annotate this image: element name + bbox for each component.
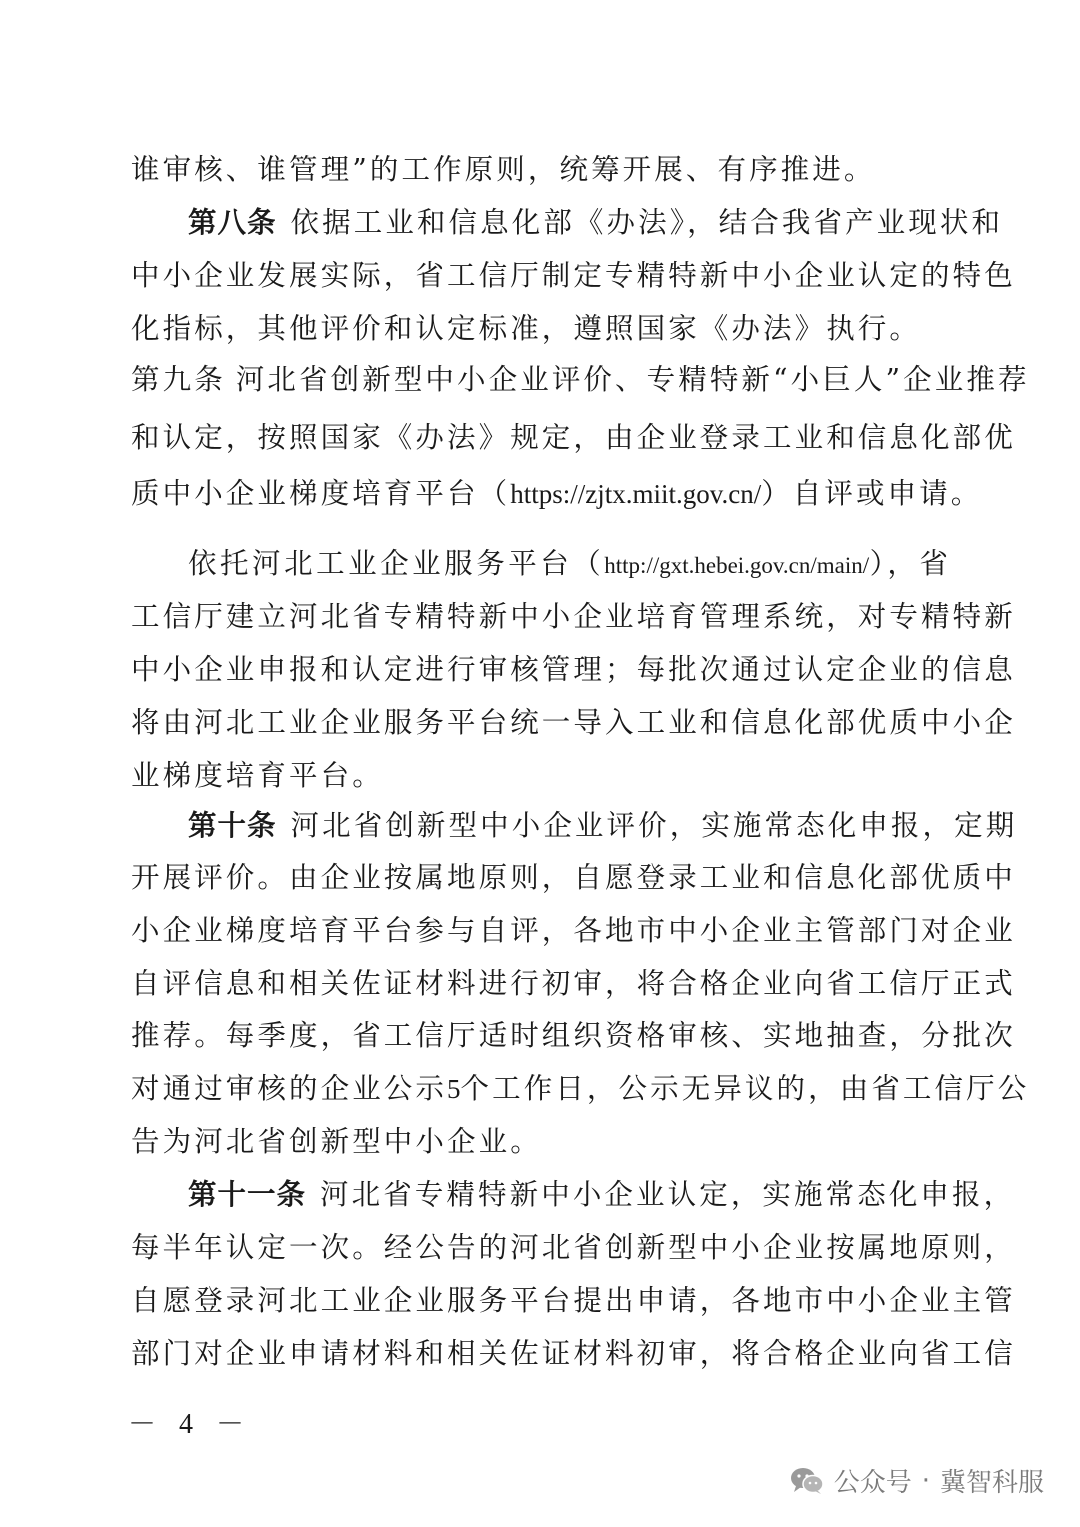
article-8-heading: 第八条 <box>188 206 277 239</box>
paragraph-line: 告为河北省创新型中小企业。 <box>131 1125 542 1158</box>
article-9-heading: 第九条 <box>131 363 226 396</box>
paragraph-line: 对通过审核的企业公示5个工作日，公示无异议的，由省工信厅公 <box>131 1072 1030 1105</box>
paragraph-line: 中小企业申报和认定进行审核管理；每批次通过认定企业的信息 <box>131 653 1016 686</box>
paragraph-line: 工信厅建立河北省专精特新中小企业培育管理系统，对专精特新 <box>131 600 1016 633</box>
paragraph-line: 小企业梯度培育平台参与自评，各地市中小企业主管部门对企业 <box>131 914 1016 947</box>
page-number: － 4 － <box>128 1409 253 1440</box>
platform-url-link[interactable]: https://zjtx.miit.gov.cn/ <box>510 479 762 509</box>
wechat-icon <box>790 1467 824 1495</box>
article-8-line: 第八条 依据工业和信息化部《办法》，结合我省产业现状和 <box>188 206 1004 239</box>
article-10-line: 第十条 河北省创新型中小企业评价，实施常态化申报，定期 <box>188 809 1018 842</box>
article-11-heading: 第十一条 <box>188 1178 307 1211</box>
watermark-separator: · <box>921 1465 930 1496</box>
paragraph-line: 自愿登录河北工业企业服务平台提出申请，各地市中小企业主管 <box>131 1284 1016 1317</box>
article-10-heading: 第十条 <box>188 809 277 842</box>
article-9-line: 第九条 河北省创新型中小企业评价、专精特新“小巨人”企业推荐 <box>131 363 1030 396</box>
paragraph-line: 质中小企业梯度培育平台（https://zjtx.miit.gov.cn/）自评或申请。 <box>131 477 983 510</box>
wechat-watermark <box>790 1462 1044 1499</box>
watermark-account: 冀智科服 <box>939 1468 1044 1498</box>
paragraph-line: 开展评价。由企业按属地原则，自愿登录工业和信息化部优质中 <box>131 861 1016 894</box>
paragraph-line: 谁审核、谁管理”的工作原则，统筹开展、有序推进。 <box>131 153 876 186</box>
paragraph-line: 依托河北工业企业服务平台（http://gxt.hebei.gov.cn/main/），省 <box>188 547 951 580</box>
paragraph-line: 推荐。每季度，省工信厅适时组织资格审核、实地抽查，分批次 <box>131 1019 1016 1052</box>
paragraph-line: 将由河北工业企业服务平台统一导入工业和信息化部优质中小企 <box>131 706 1016 739</box>
hebei-platform-url-link[interactable]: http://gxt.hebei.gov.cn/main/ <box>604 553 870 578</box>
paragraph-line: 每半年认定一次。经公告的河北省创新型中小企业按属地原则， <box>131 1231 1016 1264</box>
paragraph-line: 化指标，其他评价和认定标准，遵照国家《办法》执行。 <box>131 312 922 345</box>
paragraph-line: 部门对企业申请材料和相关佐证材料初审，将合格企业向省工信 <box>131 1337 1016 1370</box>
article-11-line: 第十一条 河北省专精特新中小企业认定，实施常态化申报， <box>188 1178 1016 1211</box>
paragraph-line: 中小企业发展实际，省工信厅制定专精特新中小企业认定的特色 <box>131 259 1016 292</box>
paragraph-line: 和认定，按照国家《办法》规定，由企业登录工业和信息化部优 <box>131 421 1016 454</box>
paragraph-line: 业梯度培育平台。 <box>131 759 384 792</box>
paragraph-line: 自评信息和相关佐证材料进行初审，将合格企业向省工信厅正式 <box>131 967 1016 1000</box>
watermark-label: 公众号 <box>833 1468 912 1498</box>
